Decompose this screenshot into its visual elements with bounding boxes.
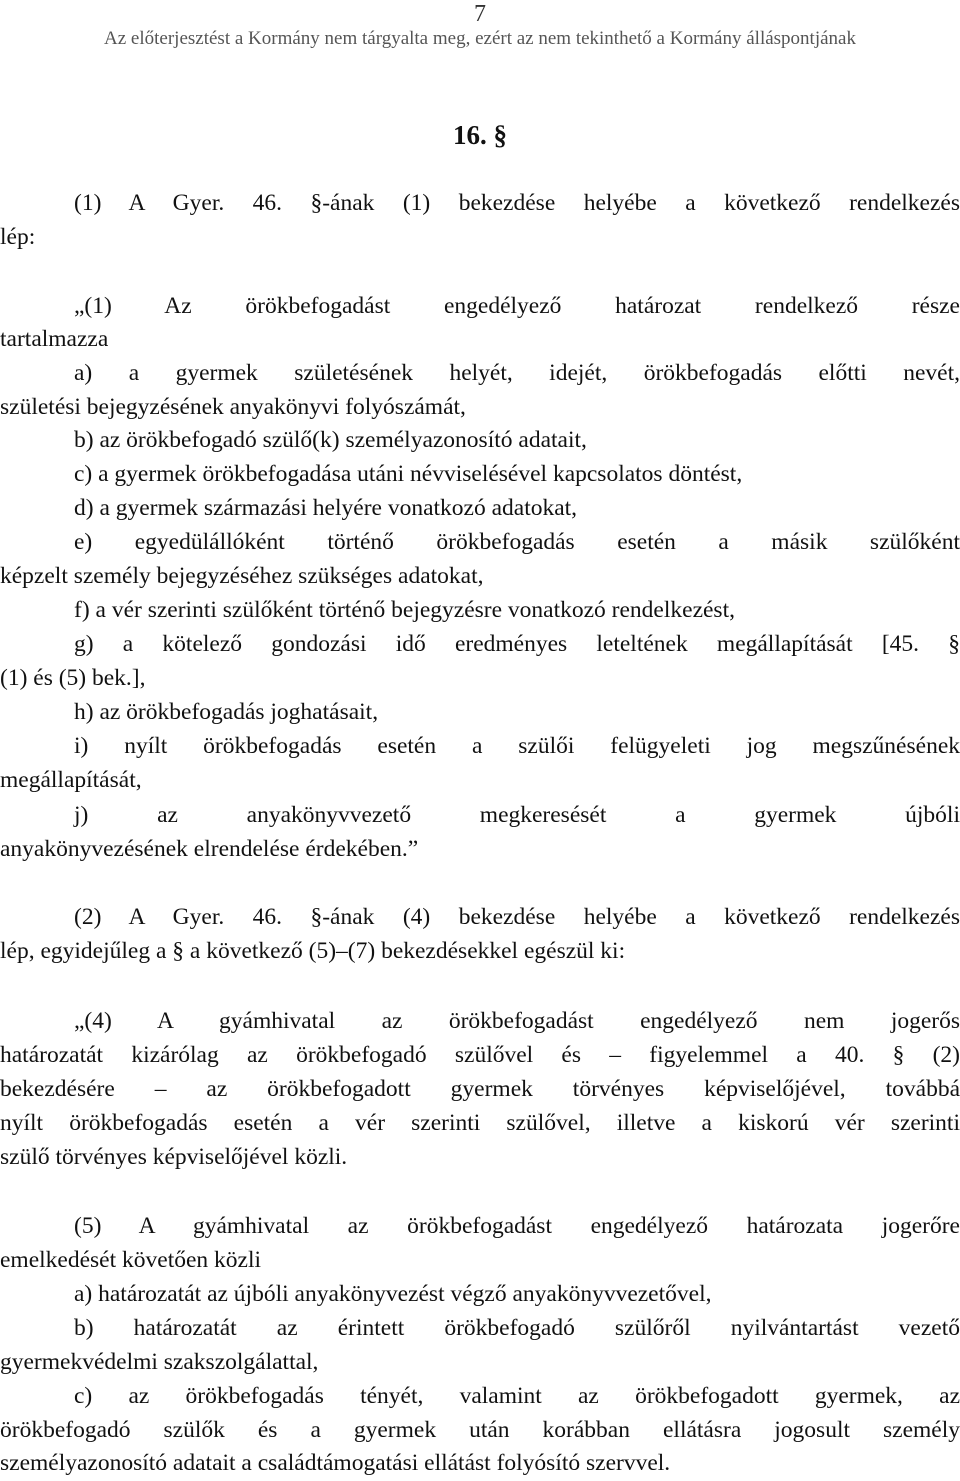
body-line: b) az örökbefogadó szülő(k) személyazonosító adatait, <box>74 427 587 453</box>
body-line: „(1) Az örökbefogadást engedélyező határozat rendelkező része <box>74 293 960 319</box>
body-line: b) határozatát az érintett örökbefogadó szülőről nyilvántartást vezető <box>74 1315 960 1341</box>
body-line: születési bejegyzésének anyakönyvi folyószámát, <box>0 394 466 420</box>
body-line: bekezdésére – az örökbefogadott gyermek törvényes képviselőjével, továbbá <box>0 1076 960 1102</box>
body-line: „(4) A gyámhivatal az örökbefogadást engedélyező nem jogerős <box>74 1008 960 1034</box>
body-line: anyakönyvezésének elrendelése érdekében.” <box>0 836 419 862</box>
body-line: személyazonosító adatait a családtámogatási ellátást folyósító szervvel. <box>0 1450 671 1476</box>
section-title: 16. § <box>453 120 507 150</box>
body-line: c) az örökbefogadás tényét, valamint az örökbefogadott gyermek, az <box>74 1383 960 1409</box>
body-line: lép: <box>0 224 36 250</box>
body-line: e) egyedülállóként történő örökbefogadás esetén a másik szülőként <box>74 529 960 555</box>
body-line: a) a gyermek születésének helyét, idejét, örökbefogadás előtti nevét, <box>74 360 960 386</box>
body-line: megállapítását, <box>0 767 142 793</box>
page-number: 7 <box>474 1 486 27</box>
body-line: c) a gyermek örökbefogadása utáni névviselésével kapcsolatos döntést, <box>74 461 743 487</box>
body-line: (1) A Gyer. 46. §-ának (1) bekezdése helyébe a következő rendelkezés <box>74 190 960 216</box>
body-line: d) a gyermek származási helyére vonatkozó adatokat, <box>74 495 578 521</box>
body-line: szülő törvényes képviselőjével közli. <box>0 1144 348 1170</box>
body-line: h) az örökbefogadás joghatásait, <box>74 699 379 725</box>
body-line: emelkedését követően közli <box>0 1247 262 1273</box>
body-line: képzelt személy bejegyzéséhez szükséges adatokat, <box>0 563 484 589</box>
body-line: i) nyílt örökbefogadás esetén a szülői felügyeleti jog megszűnésének <box>74 733 960 759</box>
body-line: j) az anyakönyvvezető megkeresését a gyermek újbóli <box>74 802 960 828</box>
body-line: örökbefogadó szülők és a gyermek után korábban ellátásra jogosult személy <box>0 1417 960 1443</box>
body-line: nyílt örökbefogadás esetén a vér szerinti szülővel, illetve a kiskorú vér szerinti <box>0 1110 960 1136</box>
body-line: tartalmazza <box>0 326 109 352</box>
body-line: lép, egyidejűleg a § a következő (5)–(7) bekezdésekkel egészül ki: <box>0 938 626 964</box>
body-line: (1) és (5) bek.], <box>0 665 146 691</box>
body-line: gyermekvédelmi szakszolgálattal, <box>0 1349 319 1375</box>
body-line: a) határozatát az újbóli anyakönyvezést végző anyakönyvvezetővel, <box>74 1281 712 1307</box>
body-line: határozatát kizárólag az örökbefogadó szülővel és – figyelemmel a 40. § (2) <box>0 1042 960 1068</box>
header-note: Az előterjesztést a Kormány nem tárgyalta meg, ezért az nem tekinthető a Kormány álláspontjának <box>104 28 856 49</box>
body-line: f) a vér szerinti szülőként történő bejegyzésre vonatkozó rendelkezést, <box>74 597 735 623</box>
body-line: g) a kötelező gondozási idő eredményes leteltének megállapítását [45. § <box>74 631 960 657</box>
body-line: (2) A Gyer. 46. §-ának (4) bekezdése helyébe a következő rendelkezés <box>74 904 960 930</box>
body-line: (5) A gyámhivatal az örökbefogadást engedélyező határozata jogerőre <box>74 1213 960 1239</box>
